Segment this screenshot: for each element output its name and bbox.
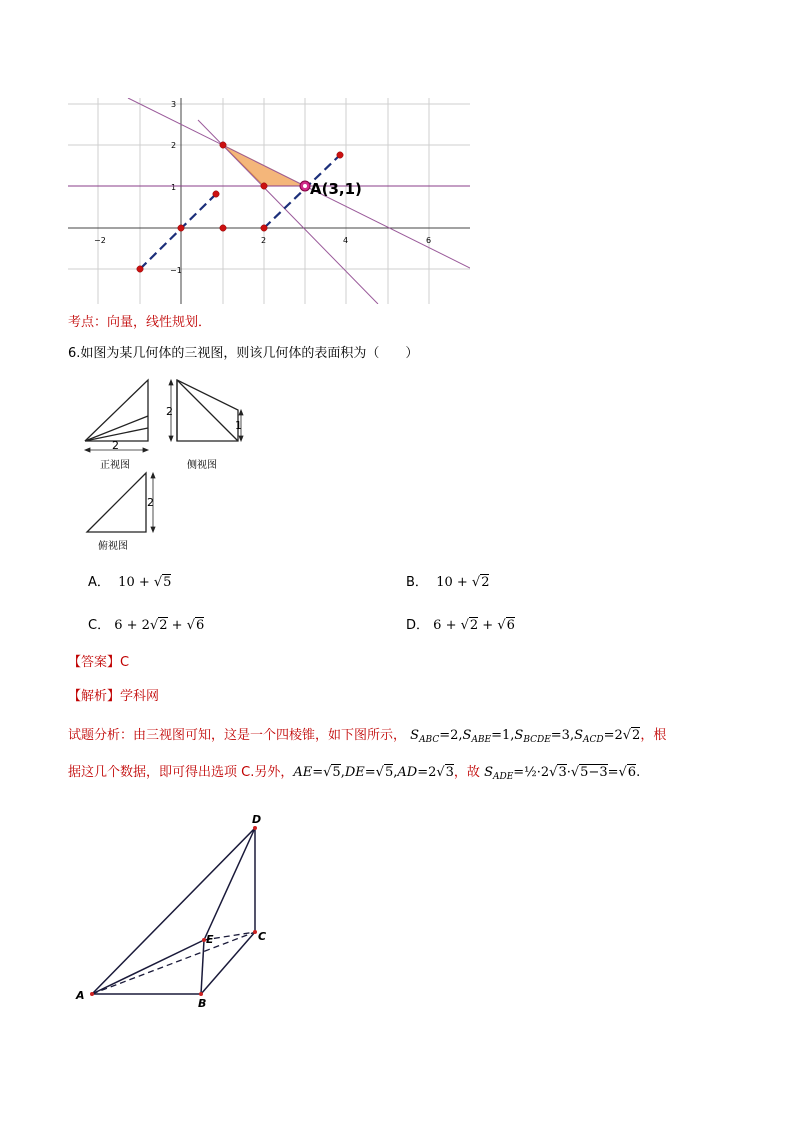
vertex-d-label: D bbox=[252, 813, 262, 826]
vertex-b-label: B bbox=[198, 997, 207, 1010]
vertex-e-label: E bbox=[206, 933, 214, 946]
pyramid-hidden-edges bbox=[92, 932, 255, 994]
front-view bbox=[85, 380, 148, 441]
x-tick-2: 2 bbox=[261, 236, 267, 245]
vertex-a-label: A bbox=[76, 989, 85, 1002]
answer-line bbox=[68, 654, 129, 672]
side-view bbox=[177, 380, 238, 441]
answer-label: 【答案】 bbox=[68, 655, 121, 670]
answer-value: C bbox=[120, 655, 130, 670]
kaodian-text: 考点：向量，线性规划． bbox=[68, 315, 212, 330]
front-dim-label: 2 bbox=[112, 439, 119, 452]
vertex-c-label: C bbox=[258, 930, 267, 943]
pyramid-solid-edges bbox=[92, 828, 255, 994]
top-dim-label: 2 bbox=[147, 496, 154, 509]
front-view-label: 正视图 bbox=[100, 460, 130, 471]
option-a: A． 10 + √5 bbox=[88, 575, 172, 590]
pyramid-diagram bbox=[70, 810, 290, 1010]
y-tick-3: 3 bbox=[171, 100, 177, 109]
point-a-label: A(3,1) bbox=[310, 180, 362, 198]
option-d: D． 6 + √2 + √6 bbox=[406, 618, 515, 633]
side-dim-left-label: 2 bbox=[166, 405, 173, 418]
analysis-line-2: 据这几个数据，即可得出选项 C.另外，AE=√5,DE=√5,AD=2√3，故 $S_{ADE}=\frac{1}{2}\cdot 2√3\cdot√5-3=√6$. bbox=[68, 765, 641, 782]
analysis-source: 学科网 bbox=[120, 689, 160, 704]
graph-grid bbox=[68, 98, 470, 304]
analysis-line-1: 试题分析：由三视图可知，这是一个四棱锥，如下图所示， $S_{ABC}=2,S_{ABE}=1,S_{BCDE}=3,S_{ACD}=2√2$，根 bbox=[68, 728, 667, 745]
x-tick-4: 4 bbox=[343, 236, 349, 245]
side-dimensions bbox=[169, 380, 243, 441]
x-tick-6: 6 bbox=[426, 236, 432, 245]
y-tick-1: 1 bbox=[171, 183, 177, 192]
linear-programming-graph bbox=[68, 98, 470, 304]
option-b: B． 10 + √2 bbox=[406, 575, 490, 590]
x-tick-neg2: −2 bbox=[94, 236, 106, 245]
side-dim-right-label: 1 bbox=[235, 419, 242, 432]
y-tick-neg1: −1 bbox=[170, 266, 182, 275]
y-tick-2: 2 bbox=[171, 141, 177, 150]
top-view-label: 俯视图 bbox=[98, 541, 128, 552]
analysis-line bbox=[68, 688, 159, 706]
three-view-drawing bbox=[80, 378, 260, 553]
option-c: C． 6 + 2√2 + √6 bbox=[88, 618, 205, 633]
question-6-text: 6.如图为某几何体的三视图，则该几何体的表面积为（ ） bbox=[68, 346, 419, 361]
boundary-line-1 bbox=[128, 98, 470, 268]
analysis-label: 【解析】 bbox=[68, 689, 121, 704]
top-view bbox=[87, 473, 146, 532]
side-view-label: 侧视图 bbox=[187, 460, 217, 471]
vector-line-1 bbox=[140, 194, 216, 269]
